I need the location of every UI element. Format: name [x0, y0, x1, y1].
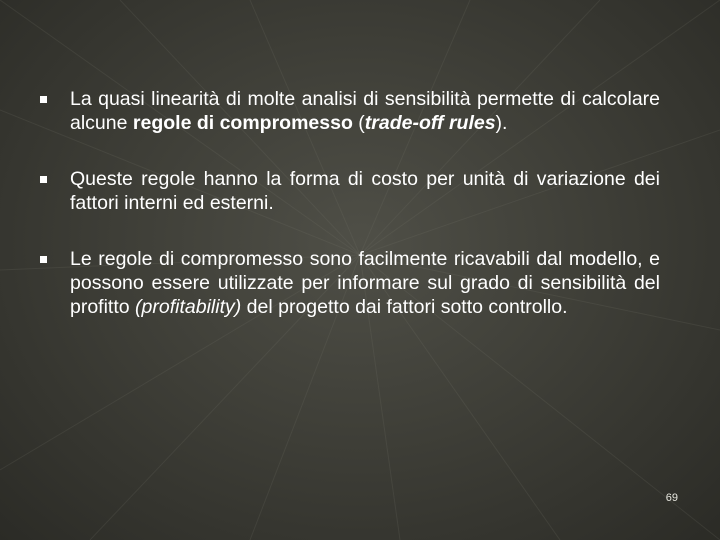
bold-term: regole di compromesso — [132, 112, 353, 134]
bullet-item — [40, 167, 660, 215]
slide-number: 69 — [665, 492, 678, 504]
square-bullet-icon — [40, 96, 47, 103]
bold-italic-term: trade-off rules — [364, 112, 496, 134]
bullet-text — [70, 87, 660, 135]
bullet-list — [40, 87, 660, 351]
text-run: Le regole di compromesso sono facilmente ricavabili dal modello, e possono essere utilizzate per informare sul grado di sensibilità del profitto — [70, 248, 660, 318]
square-bullet-icon — [40, 176, 47, 183]
text-run: ). — [495, 112, 508, 134]
square-bullet-icon — [40, 256, 47, 263]
bullet-text — [70, 167, 660, 215]
bullet-item — [40, 87, 660, 135]
text-run: ( — [352, 112, 365, 134]
text-run: La quasi linearità di molte analisi di sensibilità permette di calcolare alcune — [70, 88, 660, 134]
italic-term: (profitability) — [135, 296, 242, 318]
bullet-item — [40, 247, 660, 319]
text-run: Queste regole hanno la forma di costo per unità di variazione dei fattori interni ed esterni. — [70, 168, 660, 214]
text-run: del progetto dai fattori sotto controllo. — [241, 296, 568, 318]
bullet-text — [70, 247, 660, 319]
